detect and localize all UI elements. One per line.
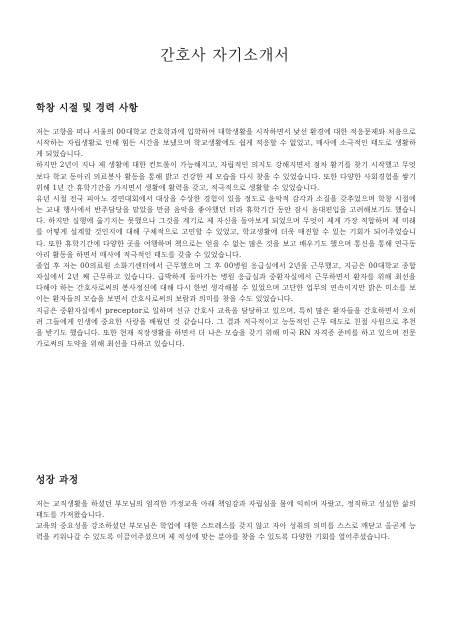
paragraph: 하지만 2년이 지나 제 생활에 대한 컨트롤이 가능해지고, 자립적인 의지도 강해지면서 점차 활기를 찾기 시작했고 무엇보다 학교 동아리 의료봉사 활동을 통해 밝고 건강한 제 모습을 다시 찾을 수 있었습니다. 또한 다양한 사회경험을 쌓기 위해 1년 간 휴학기간을 가지면서 생활에 활력을 갖고, 적극적으로 생활할 수 있었습니다. xyxy=(36,160,416,192)
section-body-education-career xyxy=(36,126,416,349)
paragraph: 교육의 중요성을 강조하셨던 부모님은 학업에 대한 스트레스를 갖지 않고 자아 성취의 의미를 스스로 깨닫고 올곧게 능력을 키워나갈 수 있도록 이끌어주셨으며 제 적성에 맞는 분야를 찾을 수 있도록 다양한 기회를 열어주셨습니다. xyxy=(36,521,416,542)
paragraph: 졸업 후 저는 00의료원 소화기센터에서 근무했으며 그 후 00병원 응급실에서 2년을 근무했고, 지금은 00대학교 종합자실에서 2년 째 근무하고 있습니다. 급박하게 돌아가는 병원 응급실과 중환자실에서 근무하면서 환자를 위해 최선을 다해야 하는 간호사로써의 봉사정신에 대해 다시 한번 생각해볼 수 있었으며 고단한 업무의 연속이지만 밝은 미소를 보이는 환자들의 모습을 보면서 간호사로써의 보람과 의미를 찾을 수도 있었습니다. xyxy=(36,260,416,304)
section-heading-education-career: 학창 시절 및 경력 사항 xyxy=(36,103,139,114)
paragraph: 저는 고향을 떠나 서울의 00대학교 간호학과에 입학하여 대학생활을 시작하면서 낯선 환경에 대한 적응문제와 처음으로 시작하는 자립생활로 인해 힘든 시간을 보냈으며 학교생활에도 쉽게 적응할 수 없었고, 매사에 소극적인 태도로 생활하게 되었습니다. xyxy=(36,127,416,159)
document-title: 간호사 자기소개서 xyxy=(160,46,290,64)
paragraph: 지금은 중환자실에서 preceptor로 일하며 신규 간호사 교육을 담당하고 있으며, 특히 많은 환자들을 간호하면서 오히려 그들에게 인생에 중요한 사랑을 배웠던 것 같습니다. 그 결과 적극적이고 능동적인 근무 태도로 친절 사원으로 추천을 받기도 했습니다. 또한 현재 직장생활을 하면서 더 나은 모습을 갖기 위해 미국 RN 자격증 준비를 하고 있으며 전문가로써의 도약을 위해 최선을 다하고 있습니다. xyxy=(36,305,416,348)
section-body-upbringing xyxy=(36,498,416,543)
paragraph: 저는 교직생활을 하셨던 부모님의 엄격한 가정교육 아래 책임감과 자립심을 몸에 익히며 자랐고, 정직하고 성실한 삶의 태도를 가져왔습니다. xyxy=(36,499,416,520)
paragraph: 유년 시절 전국 피아노 경연대회에서 대상을 수상한 경험이 있을 정도로 음악적 감각과 소질을 갖추었으며 학창 시절에는 교내 행사에서 반주담당을 맡았을 만큼 음악을 좋아했던 터라 휴학기간 동안 잠시 음대편입을 고려해보기도 했습니다. 하지만 실행에 옮기지는 못했으나 그것을 계기로 제 자신을 돌아보게 되었으며 무엇이 제게 가장 적합하며 제 미래를 어떻게 설계할 것인지에 대해 구체적으로 고민할 수 있었고, 학교생활에 더욱 매진할 수 있는 기회가 되어주었습니다. 또한 휴학기간에 다양한 곳을 여행하며 책으로는 얻을 수 없는 많은 것을 보고 배우기도 했으며 통신을 통해 연극동아리 활동을 하면서 매사에 적극적인 태도를 갖출 수 있었습니다. xyxy=(36,193,416,259)
section-heading-upbringing: 성장 과정 xyxy=(36,475,79,486)
